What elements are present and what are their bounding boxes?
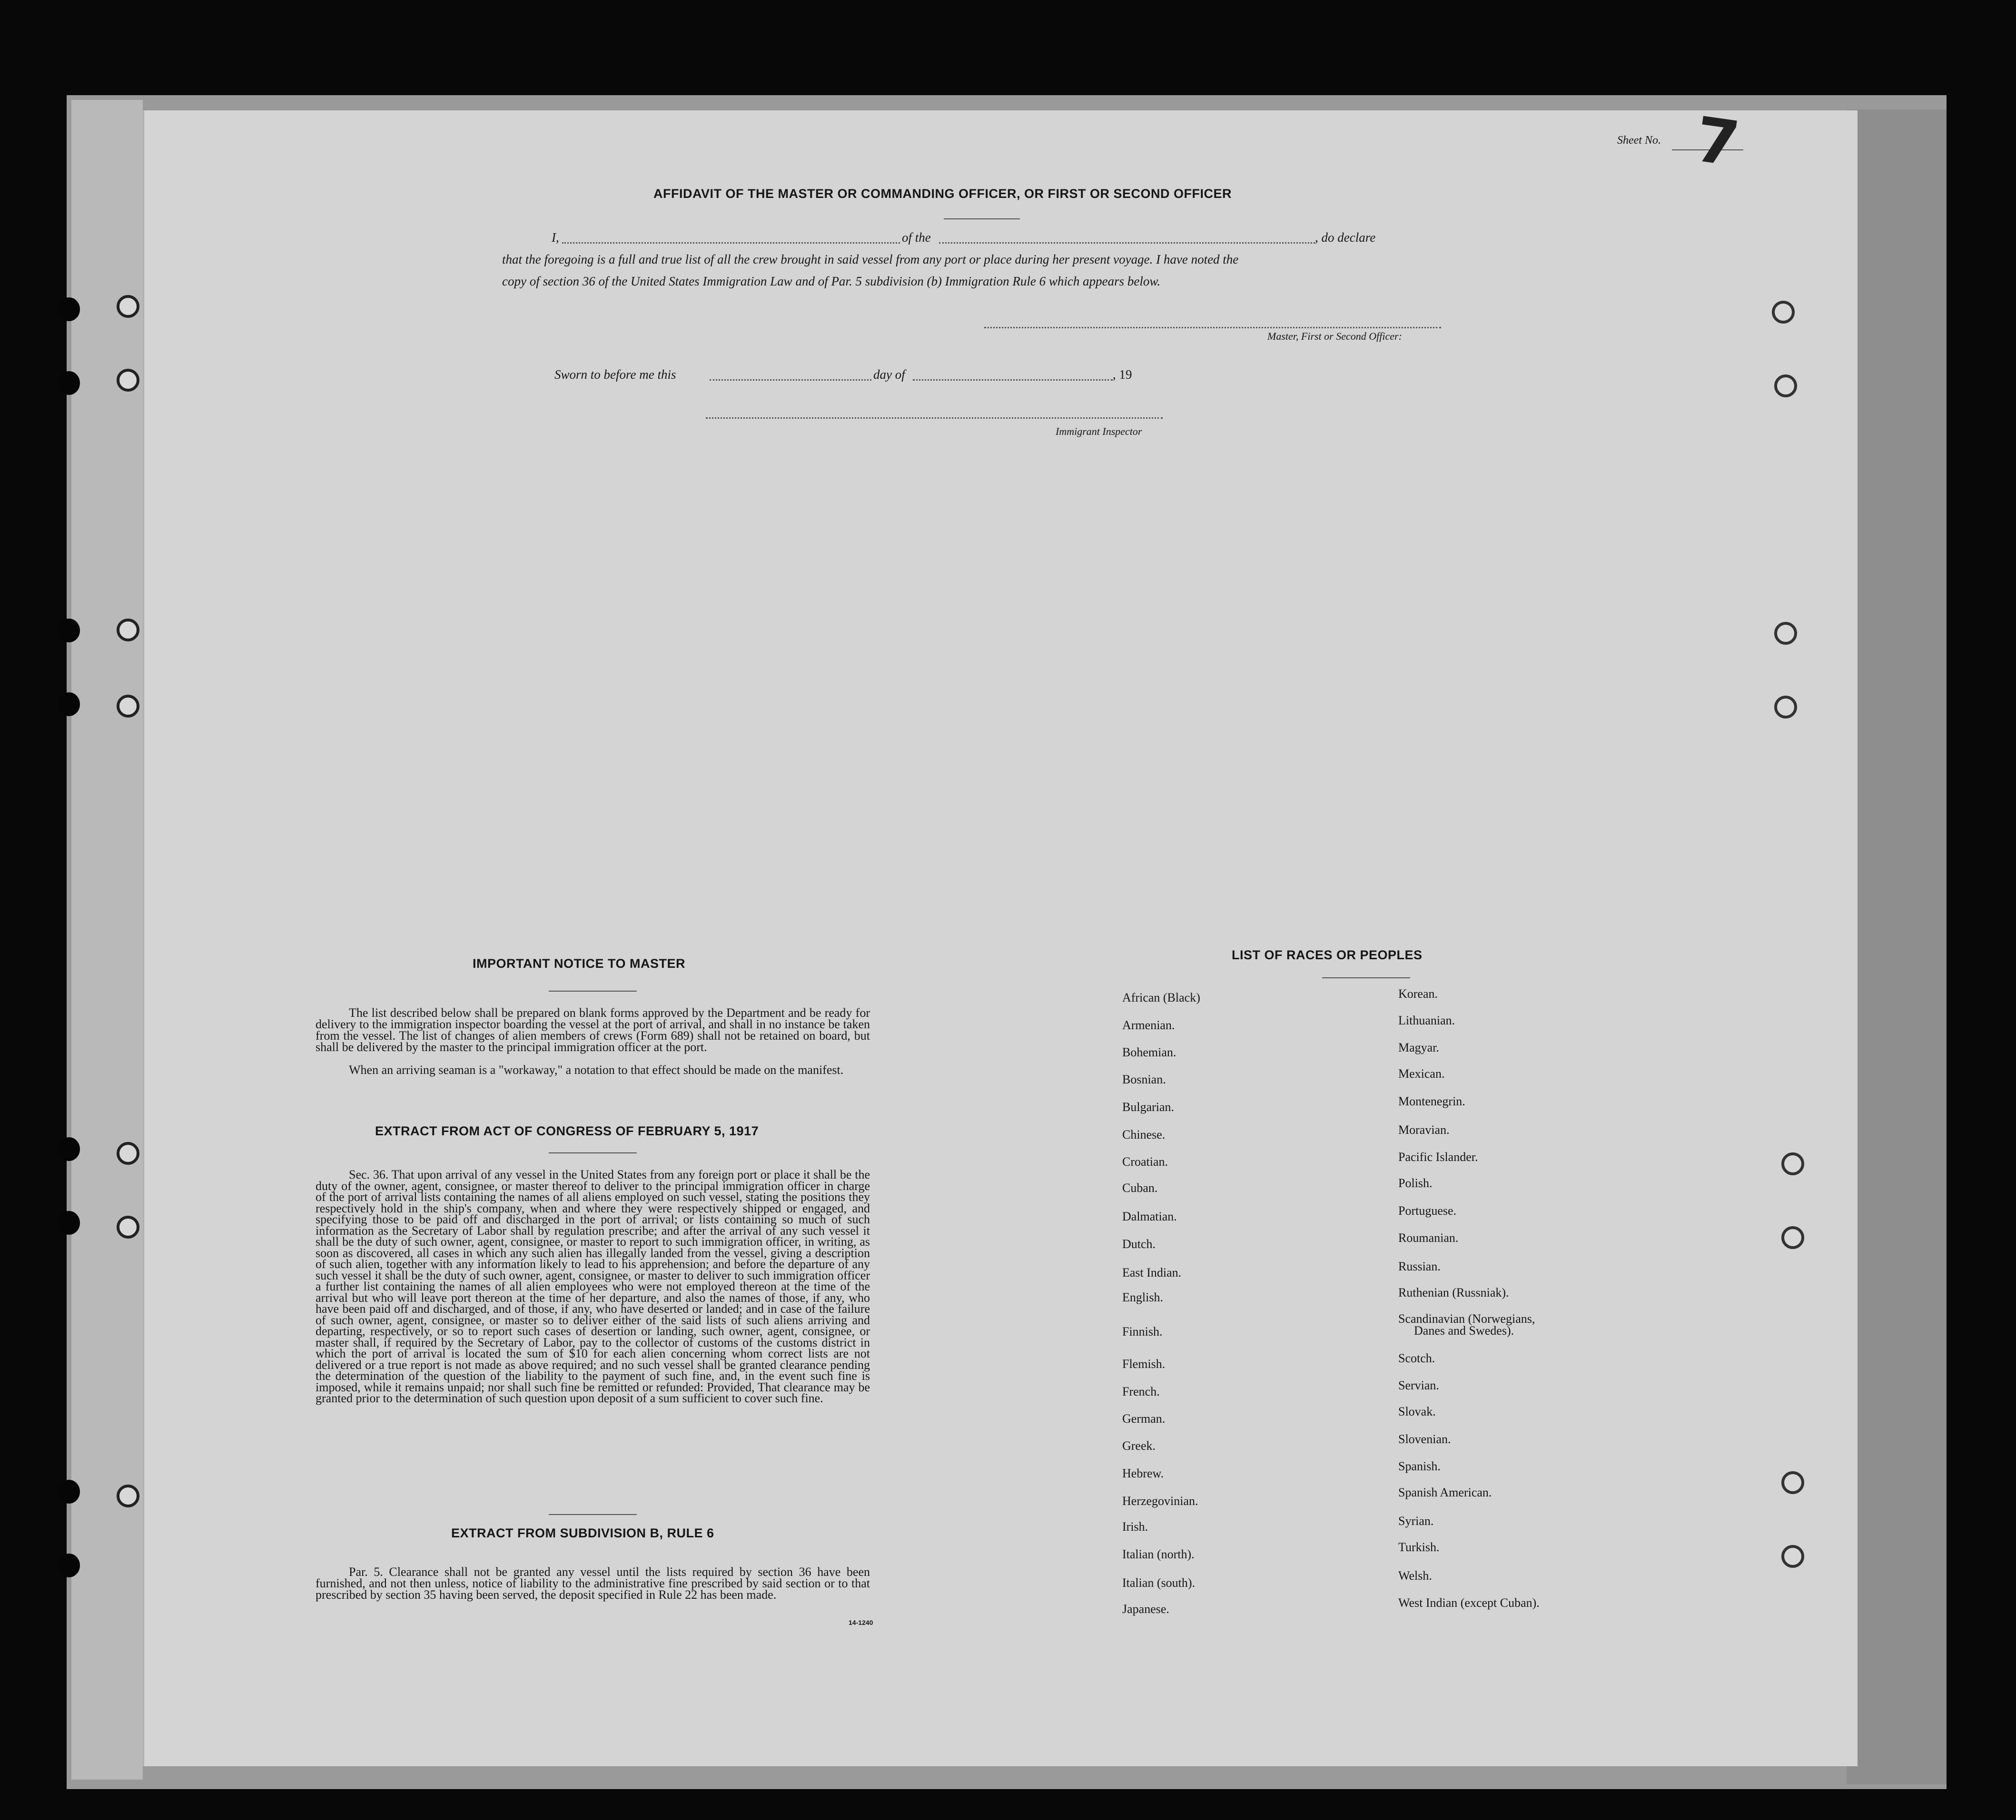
punch-hole xyxy=(1781,1226,1804,1249)
race-item: French. xyxy=(1122,1385,1160,1398)
race-item: Lithuanian. xyxy=(1398,1013,1455,1027)
race-item: Spanish. xyxy=(1398,1459,1441,1473)
race-item: Welsh. xyxy=(1398,1569,1432,1583)
name-blank xyxy=(562,242,900,244)
race-item: Bohemian. xyxy=(1122,1045,1176,1059)
races-rule xyxy=(1322,977,1410,978)
sworn-day-blank xyxy=(710,379,871,381)
race-item: Danes and Swedes). xyxy=(1414,1324,1514,1338)
race-item: Syrian. xyxy=(1398,1514,1434,1528)
binder-ring xyxy=(117,1216,139,1239)
binder-hole xyxy=(58,1480,80,1504)
extract-act-rule xyxy=(549,1152,637,1153)
race-item: Scandinavian (Norwegians, xyxy=(1398,1312,1535,1326)
title-rule xyxy=(944,218,1020,219)
notice-title: IMPORTANT NOTICE TO MASTER xyxy=(473,956,685,971)
officer-signature-line xyxy=(984,327,1441,328)
punch-hole xyxy=(1781,1471,1804,1494)
race-item: Slovenian. xyxy=(1398,1432,1451,1446)
binder-ring xyxy=(117,1142,139,1165)
sheet-number-handwritten: 7 xyxy=(1690,103,1744,181)
binder-hole xyxy=(58,619,80,642)
race-item: Armenian. xyxy=(1122,1018,1175,1032)
notice-paragraph-1: The list described below shall be prepared on blank forms approved by the Department and be ready for delivery to the immigration inspector boarding the vessel at the port of arrival, and shall in no instance be taken from the vessel. The list of changes of alien members of crews (Form 689) shall not be retained on board, but shall be delivered by the master to the principal immigration officer at the port. xyxy=(316,1006,870,1054)
race-item: Korean. xyxy=(1398,987,1438,1001)
race-item: Croatian. xyxy=(1122,1155,1168,1169)
binder-ring xyxy=(117,695,139,718)
race-item: Servian. xyxy=(1398,1378,1439,1392)
race-item: West Indian (except Cuban). xyxy=(1398,1596,1540,1610)
race-item: German. xyxy=(1122,1412,1166,1426)
affidavit-i: I, xyxy=(552,230,559,245)
race-item: Greek. xyxy=(1122,1439,1156,1453)
binder-ring xyxy=(117,295,139,318)
race-item: Finnish. xyxy=(1122,1325,1163,1338)
race-item: Magyar. xyxy=(1398,1041,1439,1054)
affidavit-of-the: of the xyxy=(902,230,931,245)
punch-hole xyxy=(1781,1152,1804,1175)
race-item: Italian (north). xyxy=(1122,1547,1195,1561)
race-item: Flemish. xyxy=(1122,1357,1166,1371)
sworn-year: , 19 xyxy=(1113,367,1132,382)
punch-hole xyxy=(1774,622,1797,645)
punch-hole xyxy=(1774,374,1797,397)
race-item: Portuguese. xyxy=(1398,1204,1457,1218)
race-item: Cuban. xyxy=(1122,1181,1158,1195)
punch-hole xyxy=(1781,1545,1804,1568)
race-item: Dalmatian. xyxy=(1122,1210,1177,1223)
race-item: Bulgarian. xyxy=(1122,1100,1175,1114)
punch-hole xyxy=(1772,301,1795,324)
race-item: Hebrew. xyxy=(1122,1466,1164,1480)
race-item: Roumanian. xyxy=(1398,1231,1459,1245)
race-item: Pacific Islander. xyxy=(1398,1150,1478,1164)
inspector-signature-line xyxy=(706,417,1163,419)
race-item: Moravian. xyxy=(1398,1123,1450,1137)
notice-rule xyxy=(549,991,637,992)
extract-rule-title: EXTRACT FROM SUBDIVISION B, RULE 6 xyxy=(451,1526,714,1540)
manifest-page xyxy=(143,103,1858,1766)
race-item: Montenegrin. xyxy=(1398,1094,1465,1108)
extract-act-text: Sec. 36. That upon arrival of any vessel in the United States from any foreign port or place it shall be the duty of the owner, agent, consignee, or master thereof to deliver to the principal immigration officer in charge of the port of arrival lists containing the names of all aliens employed on such vessel, stating the positions they respectively hold in the ship's company, when and where they were respectively shipped or engaged, and specifying those to be paid off and discharged in the port of arrival; or lists containing so much of such information as the Secretary of Labor shall by regulation prescribe; and after the arrival of any such vessel it shall be the duty of such owner, agent, consignee, or master to report to such immigration officer, in writing, as soon as discovered, all cases in which any such alien has illegally landed from the vessel, giving a description of such alien, together with any information likely to lead to his apprehension; and before the departure of any such vessel it shall be the duty of such owner, agent, consignee, or master to deliver to such immigration officer a further list containing the names of all alien employees who were not employed thereon at the time of the arrival but who will leave port thereon at the time of her departure, and also the names of those, if any, who have been paid off and discharged, and of those, if any, who have deserted or landed; and in case of the failure of such owner, agent, consignee, or master so to deliver either of the said lists of such aliens arriving and departing, respectively, or so to report such cases of desertion or landing, such owner, agent, consignee, or master shall, if required by the Secretary of Labor, pay to the collector of customs of the customs district in which the port of arrival is located the sum of $10 for each alien concerning whom correct lists are not delivered or a true report is not made as above required; and no such vessel shall be granted clearance pending the determination of the question of the liability to the payment of such fine, and, in the event such fine is imposed, while it remains unpaid; nor shall such fine be remitted or refunded: Provided, That clearance may be granted prior to the determination of such question upon deposit of a sum sufficient to cover such fine. xyxy=(316,1168,870,1405)
race-item: Scotch. xyxy=(1398,1351,1435,1365)
binding-strip xyxy=(71,100,143,1780)
sheet-number-label: Sheet No. xyxy=(1617,134,1661,147)
binder-hole xyxy=(58,297,80,321)
punch-hole xyxy=(1774,696,1797,718)
race-item: Ruthenian (Russniak). xyxy=(1398,1286,1509,1299)
notice-paragraph-2: When an arriving seaman is a "workaway," a notation to that effect should be made on the manifest. xyxy=(349,1063,844,1077)
race-item: Turkish. xyxy=(1398,1540,1440,1554)
vessel-blank xyxy=(939,242,1315,244)
race-item: Dutch. xyxy=(1122,1237,1156,1251)
affidavit-title: AFFIDAVIT OF THE MASTER OR COMMANDING OFFICER, OR FIRST OR SECOND OFFICER xyxy=(653,187,1232,201)
race-item: Irish. xyxy=(1122,1520,1148,1534)
binder-hole xyxy=(58,1137,80,1161)
extract-act-title: EXTRACT FROM ACT OF CONGRESS OF FEBRUARY 5, 1917 xyxy=(375,1124,759,1138)
inspector-caption: Immigrant Inspector xyxy=(1056,425,1142,437)
affidavit-line3: copy of section 36 of the United States Immigration Law and of Par. 5 subdivision (b) Immigration Rule 6 which appears below. xyxy=(502,274,1161,288)
race-item: Herzegovinian. xyxy=(1122,1494,1198,1508)
race-item: Russian. xyxy=(1398,1259,1441,1273)
form-number: 14-1240 xyxy=(849,1619,873,1626)
race-item: Mexican. xyxy=(1398,1067,1445,1081)
binder-hole xyxy=(58,1554,80,1577)
page-edge-right xyxy=(1847,109,1947,1784)
race-item: Slovak. xyxy=(1398,1405,1436,1418)
race-item: African (Black) xyxy=(1122,991,1200,1004)
race-item: Polish. xyxy=(1398,1176,1433,1190)
race-item: East Indian. xyxy=(1122,1266,1182,1279)
sworn-text: Sworn to before me this xyxy=(554,367,676,382)
binder-ring xyxy=(117,369,139,392)
binder-ring xyxy=(117,1485,139,1507)
officer-caption: Master, First or Second Officer: xyxy=(1267,330,1402,342)
sworn-month-blank xyxy=(913,379,1113,381)
extract-rule-text: Par. 5. Clearance shall not be granted any vessel until the lists required by section 36 have been furnished, and not then unless, notice of liability to the administrative fine prescribed by said section or to that prescribed by section 35 having been served, the deposit specified in Rule 22 has been made. xyxy=(316,1565,870,1602)
binder-hole xyxy=(58,371,80,395)
race-item: Chinese. xyxy=(1122,1128,1166,1141)
race-item: English. xyxy=(1122,1290,1163,1304)
affidavit-line2: that the foregoing is a full and true list of all the crew brought in said vessel from any port or place during her present voyage. I have noted the xyxy=(502,252,1239,266)
binder-hole xyxy=(58,692,80,716)
day-of-text: day of xyxy=(873,367,905,382)
affidavit-declare: , do declare xyxy=(1315,230,1376,245)
binder-ring xyxy=(117,619,139,641)
race-item: Spanish American. xyxy=(1398,1486,1492,1499)
race-item: Bosnian. xyxy=(1122,1072,1166,1086)
race-item: Japanese. xyxy=(1122,1602,1169,1616)
races-title: LIST OF RACES OR PEOPLES xyxy=(1232,948,1423,962)
race-item: Italian (south). xyxy=(1122,1576,1196,1590)
binder-hole xyxy=(58,1211,80,1235)
extract-rule-top-rule xyxy=(549,1514,637,1515)
